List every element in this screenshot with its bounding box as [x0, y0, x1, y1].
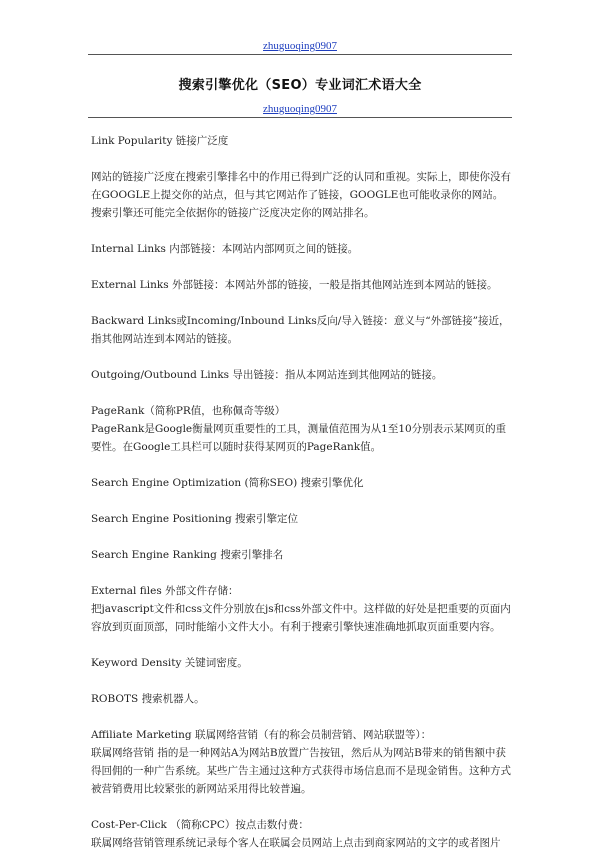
paragraph: [91, 816, 511, 852]
header-link[interactable]: zhuguoqing0907: [263, 40, 337, 52]
paragraph-line: External Links 外部链接：本网站外部的链接，一般是指其他网站连到本网站的链接。: [91, 279, 498, 291]
paragraph-line: Affiliate Marketing 联属网络营销（有的称会员制营销、网站联盟等）：: [91, 729, 432, 741]
paragraph-line: Search Engine Positioning 搜索引擎定位: [91, 513, 299, 525]
paragraph: [91, 546, 511, 564]
paragraph: [91, 132, 511, 150]
paragraph: [91, 240, 511, 258]
paragraph-line: External files 外部文件存储：: [91, 585, 239, 597]
paragraph: [91, 276, 511, 294]
paragraph-line: 联属网络营销 指的是一种网站A为网站B放置广告按钮，然后从为网站B带来的销售额中获得回佣的一种广告系统。某些广告主通过这种方式获得市场信息而不是现金销售。这种方式被营销费用比较紧张的新网站采用得比较普遍。: [91, 747, 511, 795]
paragraph: [91, 726, 511, 798]
paragraph: [91, 510, 511, 528]
paragraph-line: Keyword Density 关键词密度。: [91, 657, 248, 669]
paragraph-line: PageRank（简称PR值，也称佩奇等级）: [91, 405, 286, 417]
paragraph-line: Cost-Per-Click （简称CPC）按点击数付费：: [91, 819, 309, 831]
paragraph: [91, 366, 511, 384]
paragraph-line: 联属网络营销管理系统记录每个客人在联属会员网站上点击到商家网站的文字的或者图片: [91, 837, 501, 849]
paragraph-line: PageRank是Google衡量网页重要性的工具，测量值范围为从1至10分别表示某网页的重要性。在Google工具栏可以随时获得某网页的PageRank值。: [91, 423, 507, 453]
paragraph: [91, 312, 511, 348]
paragraph: [91, 168, 511, 222]
paragraph: [91, 402, 511, 456]
header-rule: [88, 54, 512, 55]
paragraph-line: Search Engine Ranking 搜索引擎排名: [91, 549, 284, 561]
paragraph-line: 网站的链接广泛度在搜索引擎排名中的作用已得到广泛的认同和重视。实际上，即使你没有在GOOGLE上提交你的站点，但与其它网站作了链接，GOOGLE也可能收录你的网站。搜索引擎还可能完全依据你的链接广泛度决定你的网站排名。: [91, 171, 511, 219]
paragraph: [91, 582, 511, 636]
sub-header-link[interactable]: zhuguoqing0907: [263, 103, 337, 115]
paragraph-line: Search Engine Optimization (简称SEO) 搜索引擎优化: [91, 477, 364, 489]
paragraph-line: Internal Links 内部链接：本网站内部网页之间的链接。: [91, 243, 359, 255]
paragraph-line: 把javascript文件和css文件分别放在js和css外部文件中。这样做的好处是把重要的页面内容放到页面顶部，同时能缩小文件大小。有利于搜索引擎快速准确地抓取页面重要内容。: [91, 603, 511, 633]
paragraph-line: Link Popularity 链接广泛度: [91, 135, 229, 147]
document-body: [91, 132, 511, 852]
paragraph: [91, 654, 511, 672]
paragraph-line: Backward Links或Incoming/Inbound Links反向/导入链接：意义与“外部链接”接近，指其他网站连到本网站的链接。: [91, 315, 510, 345]
paragraph: [91, 474, 511, 492]
page-title: 搜索引擎优化（SEO）专业词汇术语大全: [178, 78, 422, 93]
paragraph: [91, 690, 511, 708]
sub-header-rule: [88, 117, 512, 118]
paragraph-line: ROBOTS 搜索机器人。: [91, 693, 205, 705]
paragraph-line: Outgoing/Outbound Links 导出链接：指从本网站连到其他网站的链接。: [91, 369, 443, 381]
